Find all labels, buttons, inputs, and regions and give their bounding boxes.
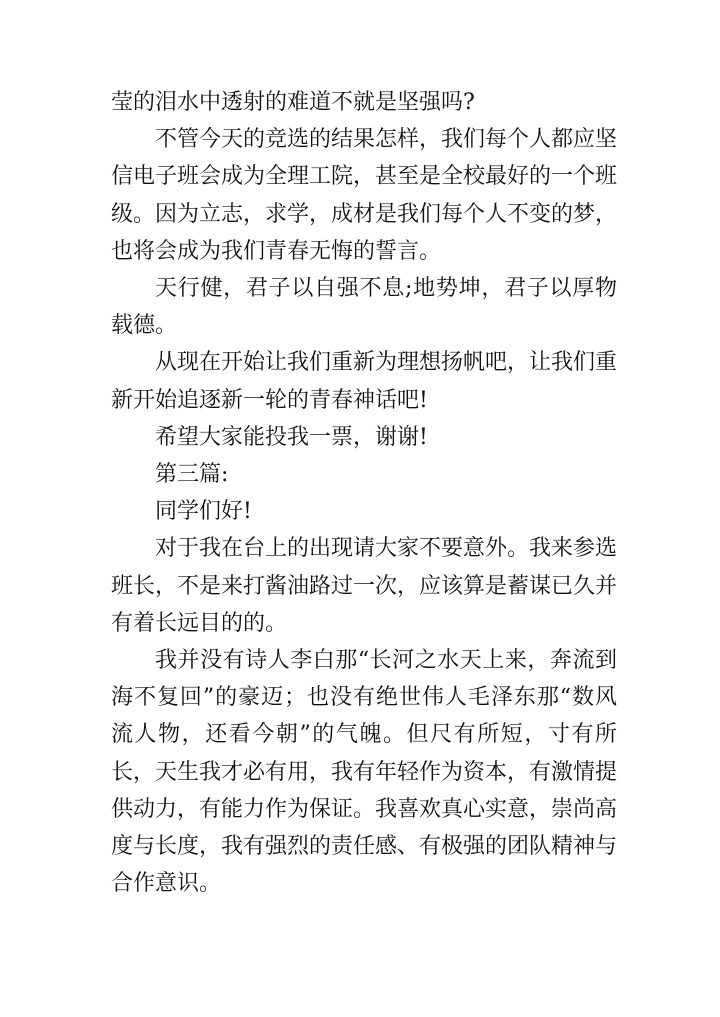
paragraph-9: 我并没有诗人李白那“长河之水天上来，奔流到海不复回”的豪迈；也没有绝世伟人毛泽东那“数风流人物，还看今朝”的气魄。但尺有所短，寸有所长，天生我才必有用，我有年轻作为资本，有激情提供动力，有能力作为保证。我喜欢真心实意，崇尚高度与长度，我有强烈的责任感、有极强的团队精神与合作意识。 — [111, 648, 618, 897]
paragraph-4: 从现在开始让我们重新为理想扬帆吧，让我们重新开始追逐新一轮的青春神话吧! — [111, 350, 618, 413]
paragraph-8: 对于我在台上的出现请大家不要意外。我来参选班长，不是来打酱油路过一次，应该算是蓄谋已久并有着长远目的的。 — [111, 536, 618, 636]
paragraph-1: 莹的泪水中透射的难道不就是坚强吗? — [111, 90, 475, 115]
paragraph-2: 不管今天的竞选的结果怎样，我们每个人都应坚信电子班会成为全理工院，甚至是全校最好的一个班级。因为立志，求学，成材是我们每个人不变的梦，也将会成为我们青春无悔的誓言。 — [111, 127, 618, 264]
document-body — [111, 84, 617, 902]
greeting: 同学们好! — [155, 499, 252, 525]
paragraph-3: 天行健，君子以自强不息;地势坤，君子以厚物载德。 — [111, 276, 617, 339]
paragraph-5: 希望大家能投我一票，谢谢! — [155, 424, 428, 450]
section-heading: 第三篇: — [155, 462, 229, 488]
